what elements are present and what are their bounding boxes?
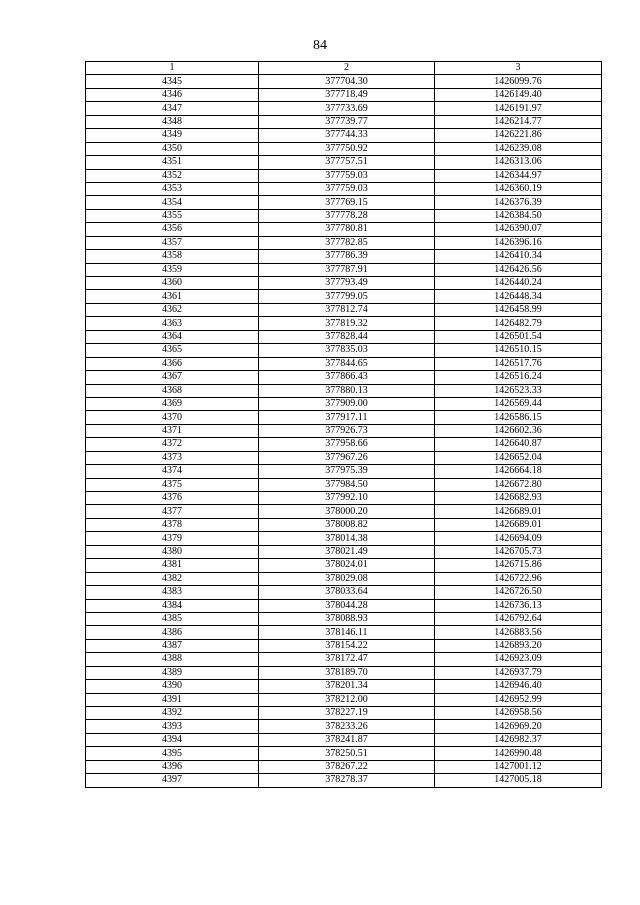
table-row	[86, 142, 602, 155]
x-coordinate-cell: 377733.69	[259, 102, 435, 115]
point-number-cell: 4368	[86, 384, 259, 397]
x-coordinate-cell: 378154.22	[259, 639, 435, 652]
y-coordinate-cell: 1427001.12	[435, 760, 602, 773]
x-coordinate-cell: 377793.49	[259, 277, 435, 290]
table-row	[86, 357, 602, 370]
point-number-cell: 4370	[86, 411, 259, 424]
y-coordinate-cell: 1426969.20	[435, 720, 602, 733]
x-coordinate-cell: 378233.26	[259, 720, 435, 733]
x-coordinate-cell: 378033.64	[259, 586, 435, 599]
point-number-cell: 4381	[86, 559, 259, 572]
column-header-2: 2	[259, 62, 435, 75]
point-number-cell: 4350	[86, 142, 259, 155]
table-row	[86, 586, 602, 599]
x-coordinate-cell: 377787.91	[259, 263, 435, 276]
y-coordinate-cell: 1426523.33	[435, 384, 602, 397]
y-coordinate-cell: 1426239.08	[435, 142, 602, 155]
y-coordinate-cell: 1426694.09	[435, 532, 602, 545]
y-coordinate-cell: 1426313.06	[435, 156, 602, 169]
table-row	[86, 169, 602, 182]
y-coordinate-cell: 1426937.79	[435, 666, 602, 679]
table-row	[86, 666, 602, 679]
x-coordinate-cell: 377828.44	[259, 330, 435, 343]
table-row	[86, 129, 602, 142]
table-row	[86, 223, 602, 236]
y-coordinate-cell: 1426952.99	[435, 693, 602, 706]
table-row	[86, 505, 602, 518]
y-coordinate-cell: 1427005.18	[435, 774, 602, 787]
x-coordinate-cell: 377926.73	[259, 424, 435, 437]
point-number-cell: 4382	[86, 572, 259, 585]
table-row	[86, 263, 602, 276]
y-coordinate-cell: 1426893.20	[435, 639, 602, 652]
y-coordinate-cell: 1426517.76	[435, 357, 602, 370]
x-coordinate-cell: 377866.43	[259, 371, 435, 384]
y-coordinate-cell: 1426099.76	[435, 75, 602, 88]
x-coordinate-cell: 378201.34	[259, 680, 435, 693]
table-row	[86, 572, 602, 585]
y-coordinate-cell: 1426923.09	[435, 653, 602, 666]
point-number-cell: 4375	[86, 478, 259, 491]
x-coordinate-cell: 377992.10	[259, 492, 435, 505]
y-coordinate-cell: 1426722.96	[435, 572, 602, 585]
x-coordinate-cell: 377778.28	[259, 209, 435, 222]
point-number-cell: 4365	[86, 344, 259, 357]
y-coordinate-cell: 1426792.64	[435, 612, 602, 625]
table-row	[86, 747, 602, 760]
x-coordinate-cell: 377769.15	[259, 196, 435, 209]
table-row	[86, 559, 602, 572]
table-row	[86, 236, 602, 249]
point-number-cell: 4352	[86, 169, 259, 182]
x-coordinate-cell: 378267.22	[259, 760, 435, 773]
table-row	[86, 317, 602, 330]
table-row	[86, 733, 602, 746]
table-row	[86, 88, 602, 101]
x-coordinate-cell: 378212.00	[259, 693, 435, 706]
table-row	[86, 209, 602, 222]
y-coordinate-cell: 1426448.34	[435, 290, 602, 303]
x-coordinate-cell: 378044.28	[259, 599, 435, 612]
y-coordinate-cell: 1426214.77	[435, 115, 602, 128]
point-number-cell: 4378	[86, 518, 259, 531]
y-coordinate-cell: 1426672.80	[435, 478, 602, 491]
point-number-cell: 4354	[86, 196, 259, 209]
point-number-cell: 4363	[86, 317, 259, 330]
table-row	[86, 330, 602, 343]
point-number-cell: 4356	[86, 223, 259, 236]
point-number-cell: 4388	[86, 653, 259, 666]
table-row	[86, 707, 602, 720]
point-number-cell: 4345	[86, 75, 259, 88]
point-number-cell: 4369	[86, 397, 259, 410]
x-coordinate-cell: 377880.13	[259, 384, 435, 397]
point-number-cell: 4393	[86, 720, 259, 733]
column-header-3: 3	[435, 62, 602, 75]
x-coordinate-cell: 377759.03	[259, 182, 435, 195]
point-number-cell: 4374	[86, 465, 259, 478]
table-row	[86, 720, 602, 733]
y-coordinate-cell: 1426664.18	[435, 465, 602, 478]
table-row	[86, 182, 602, 195]
x-coordinate-cell: 377967.26	[259, 451, 435, 464]
table-row	[86, 115, 602, 128]
table-row	[86, 478, 602, 491]
table-row	[86, 371, 602, 384]
x-coordinate-cell: 377704.30	[259, 75, 435, 88]
y-coordinate-cell: 1426736.13	[435, 599, 602, 612]
x-coordinate-cell: 377750.92	[259, 142, 435, 155]
x-coordinate-cell: 377739.77	[259, 115, 435, 128]
table-row	[86, 277, 602, 290]
point-number-cell: 4347	[86, 102, 259, 115]
x-coordinate-cell: 377799.05	[259, 290, 435, 303]
point-number-cell: 4359	[86, 263, 259, 276]
point-number-cell: 4362	[86, 303, 259, 316]
table-row	[86, 384, 602, 397]
table-row	[86, 774, 602, 787]
point-number-cell: 4367	[86, 371, 259, 384]
point-number-cell: 4366	[86, 357, 259, 370]
y-coordinate-cell: 1426715.86	[435, 559, 602, 572]
table-row	[86, 303, 602, 316]
table-row	[86, 639, 602, 652]
x-coordinate-cell: 377812.74	[259, 303, 435, 316]
table-row	[86, 518, 602, 531]
table-row	[86, 545, 602, 558]
x-coordinate-cell: 377958.66	[259, 438, 435, 451]
y-coordinate-cell: 1426482.79	[435, 317, 602, 330]
y-coordinate-cell: 1426191.97	[435, 102, 602, 115]
y-coordinate-cell: 1426990.48	[435, 747, 602, 760]
table-row	[86, 290, 602, 303]
y-coordinate-cell: 1426726.50	[435, 586, 602, 599]
x-coordinate-cell: 378024.01	[259, 559, 435, 572]
y-coordinate-cell: 1426586.15	[435, 411, 602, 424]
point-number-cell: 4390	[86, 680, 259, 693]
point-number-cell: 4360	[86, 277, 259, 290]
table-row	[86, 102, 602, 115]
table-row	[86, 196, 602, 209]
y-coordinate-cell: 1426149.40	[435, 88, 602, 101]
point-number-cell: 4389	[86, 666, 259, 679]
point-number-cell: 4387	[86, 639, 259, 652]
y-coordinate-cell: 1426221.86	[435, 129, 602, 142]
point-number-cell: 4383	[86, 586, 259, 599]
x-coordinate-cell: 378014.38	[259, 532, 435, 545]
x-coordinate-cell: 378088.93	[259, 612, 435, 625]
x-coordinate-cell: 378000.20	[259, 505, 435, 518]
x-coordinate-cell: 378008.82	[259, 518, 435, 531]
point-number-cell: 4372	[86, 438, 259, 451]
point-number-cell: 4371	[86, 424, 259, 437]
table-row	[86, 599, 602, 612]
point-number-cell: 4395	[86, 747, 259, 760]
point-number-cell: 4386	[86, 626, 259, 639]
x-coordinate-cell: 377844.65	[259, 357, 435, 370]
table-row	[86, 612, 602, 625]
column-header-1: 1	[86, 62, 259, 75]
y-coordinate-cell: 1426652.04	[435, 451, 602, 464]
table-row	[86, 532, 602, 545]
table-header-row	[86, 62, 602, 75]
x-coordinate-cell: 377780.81	[259, 223, 435, 236]
y-coordinate-cell: 1426360.19	[435, 182, 602, 195]
y-coordinate-cell: 1426689.01	[435, 505, 602, 518]
table-row	[86, 451, 602, 464]
y-coordinate-cell: 1426982.37	[435, 733, 602, 746]
coordinates-table	[85, 61, 602, 788]
table-row	[86, 760, 602, 773]
y-coordinate-cell: 1426376.39	[435, 196, 602, 209]
y-coordinate-cell: 1426958.56	[435, 707, 602, 720]
table-row	[86, 680, 602, 693]
table-body	[86, 75, 602, 787]
x-coordinate-cell: 378278.37	[259, 774, 435, 787]
x-coordinate-cell: 377757.51	[259, 156, 435, 169]
table-row	[86, 438, 602, 451]
y-coordinate-cell: 1426682.93	[435, 492, 602, 505]
point-number-cell: 4392	[86, 707, 259, 720]
point-number-cell: 4373	[86, 451, 259, 464]
point-number-cell: 4377	[86, 505, 259, 518]
x-coordinate-cell: 377786.39	[259, 250, 435, 263]
point-number-cell: 4349	[86, 129, 259, 142]
table-row	[86, 424, 602, 437]
page-number: 84	[313, 38, 327, 53]
x-coordinate-cell: 377917.11	[259, 411, 435, 424]
table-row	[86, 626, 602, 639]
point-number-cell: 4380	[86, 545, 259, 558]
x-coordinate-cell: 378172.47	[259, 653, 435, 666]
y-coordinate-cell: 1426396.16	[435, 236, 602, 249]
point-number-cell: 4394	[86, 733, 259, 746]
y-coordinate-cell: 1426410.34	[435, 250, 602, 263]
x-coordinate-cell: 378029.08	[259, 572, 435, 585]
point-number-cell: 4364	[86, 330, 259, 343]
y-coordinate-cell: 1426390.07	[435, 223, 602, 236]
x-coordinate-cell: 377984.50	[259, 478, 435, 491]
x-coordinate-cell: 378021.49	[259, 545, 435, 558]
y-coordinate-cell: 1426426.56	[435, 263, 602, 276]
y-coordinate-cell: 1426344.97	[435, 169, 602, 182]
point-number-cell: 4379	[86, 532, 259, 545]
y-coordinate-cell: 1426384.50	[435, 209, 602, 222]
x-coordinate-cell: 377909.00	[259, 397, 435, 410]
point-number-cell: 4376	[86, 492, 259, 505]
y-coordinate-cell: 1426569.44	[435, 397, 602, 410]
point-number-cell: 4355	[86, 209, 259, 222]
table-row	[86, 156, 602, 169]
x-coordinate-cell: 377744.33	[259, 129, 435, 142]
table-row	[86, 75, 602, 88]
point-number-cell: 4346	[86, 88, 259, 101]
x-coordinate-cell: 377819.32	[259, 317, 435, 330]
y-coordinate-cell: 1426458.99	[435, 303, 602, 316]
x-coordinate-cell: 377718.49	[259, 88, 435, 101]
table-row	[86, 653, 602, 666]
x-coordinate-cell: 378250.51	[259, 747, 435, 760]
table-row	[86, 492, 602, 505]
point-number-cell: 4351	[86, 156, 259, 169]
x-coordinate-cell: 377975.39	[259, 465, 435, 478]
x-coordinate-cell: 378146.11	[259, 626, 435, 639]
y-coordinate-cell: 1426440.24	[435, 277, 602, 290]
x-coordinate-cell: 377835.03	[259, 344, 435, 357]
y-coordinate-cell: 1426705.73	[435, 545, 602, 558]
x-coordinate-cell: 378227.19	[259, 707, 435, 720]
point-number-cell: 4385	[86, 612, 259, 625]
table-row	[86, 465, 602, 478]
point-number-cell: 4361	[86, 290, 259, 303]
y-coordinate-cell: 1426516.24	[435, 371, 602, 384]
x-coordinate-cell: 378189.70	[259, 666, 435, 679]
y-coordinate-cell: 1426640.87	[435, 438, 602, 451]
point-number-cell: 4353	[86, 182, 259, 195]
point-number-cell: 4384	[86, 599, 259, 612]
point-number-cell: 4396	[86, 760, 259, 773]
y-coordinate-cell: 1426883.56	[435, 626, 602, 639]
y-coordinate-cell: 1426689.01	[435, 518, 602, 531]
point-number-cell: 4348	[86, 115, 259, 128]
y-coordinate-cell: 1426501.54	[435, 330, 602, 343]
point-number-cell: 4358	[86, 250, 259, 263]
table-row	[86, 250, 602, 263]
x-coordinate-cell: 377782.85	[259, 236, 435, 249]
point-number-cell: 4357	[86, 236, 259, 249]
point-number-cell: 4397	[86, 774, 259, 787]
table-row	[86, 344, 602, 357]
table-row	[86, 397, 602, 410]
table-row	[86, 411, 602, 424]
x-coordinate-cell: 378241.87	[259, 733, 435, 746]
y-coordinate-cell: 1426602.36	[435, 424, 602, 437]
y-coordinate-cell: 1426510.15	[435, 344, 602, 357]
y-coordinate-cell: 1426946.40	[435, 680, 602, 693]
table-row	[86, 693, 602, 706]
point-number-cell: 4391	[86, 693, 259, 706]
x-coordinate-cell: 377759.03	[259, 169, 435, 182]
